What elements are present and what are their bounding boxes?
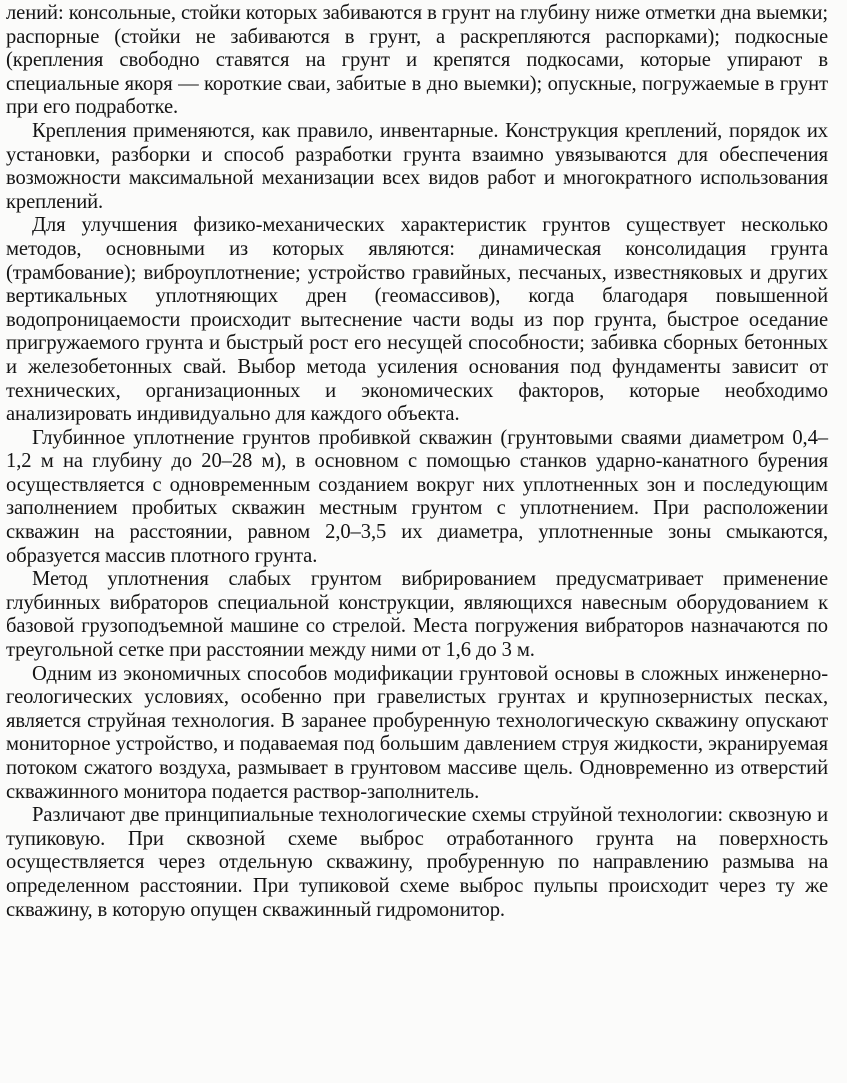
paragraph-jet-schemes: Различают две принципиальные технологические схемы струйной технологии: сквозную и тупиковую. При сквозной схеме выброс отработанного грунта на поверхность осуществляется через отдельную скважину, пробуренную по направлению размыва на определенном расстоянии. При тупиковой схеме выброс пульпы происходит через ту же скважину, в которую опущен скважинный гидромонитор. xyxy=(6,804,828,921)
paragraph-vibration-method: Метод уплотнения слабых грунтом вибрированием предусматривает применение глубинных вибраторов специальной конструкции, являющихся навесным оборудованием к базовой грузоподъемной машине со стрелой. Места погружения вибраторов назначаются по треугольной сетке при расстоянии между ними от 1,6 до 3 м. xyxy=(6,568,828,662)
paragraph-continued: лений: консольные, стойки которых забиваются в грунт на глубину ниже отметки дна выемки; распорные (стойки не забиваются в грунт, а раскрепляются распорками); подкосные (крепления свободно ставятся на грунт и крепятся подкосами, которые упирают в специальные якоря — короткие сваи, забитые в дно выемки); опускные, погружаемые в грунт при его подработке. xyxy=(6,2,828,119)
paragraph-soil-improvement: Для улучшения физико-механических характеристик грунтов существует несколько методов, основными из которых являются: динамическая консолидация грунта (трамбование); виброуплотнение; устройство гравийных, песчаных, известняковых и других вертикальных уплотняющих дрен (геомассивов), когда благодаря повышенной водопроницаемости происходит вытеснение части воды из пор грунта, быстрое оседание пригружаемого грунта и быстрый рост его несущей способности; забивка сборных бетонных и железобетонных свай. Выбор метода усиления основания под фундаменты зависит от технических, организационных и экономических факторов, которые необходимо анализировать индивидуально для каждого объекта. xyxy=(6,214,828,426)
paragraph-deep-compaction: Глубинное уплотнение грунтов пробивкой скважин (грунтовыми сваями диаметром 0,4–1,2 м на глубину до 20–28 м), в основном с помощью станков ударно-канатного бурения осуществляется с одновременным созданием вокруг них уплотненных зон и последующим заполнением пробитых скважин местным грунтом с уплотнением. При расположении скважин на расстоянии, равном 2,0–3,5 их диаметра, уплотненные зоны смыкаются, образуется массив плотного грунта. xyxy=(6,426,828,567)
paragraph-jet-technology: Одним из экономичных способов модификации грунтовой основы в сложных инженерно-геологических условиях, особенно при гравелистых грунтах и крупнозернистых песках, является струйная технология. В заранее пробуренную технологическую скважину опускают мониторное устройство, и подаваемая под большим давлением струя жидкости, экранируемая потоком сжатого воздуха, размывает в грунтовом массиве щель. Одновременно из отверстий скважинного монитора подается раствор-заполнитель. xyxy=(6,662,828,803)
paragraph-fastenings: Крепления применяются, как правило, инвентарные. Конструкция креплений, порядок их установки, разборки и способ разработки грунта взаимно увязываются для обеспечения возможности максимальной механизации всех видов работ и многократного использования креплений. xyxy=(6,119,828,213)
body-text xyxy=(6,2,828,922)
